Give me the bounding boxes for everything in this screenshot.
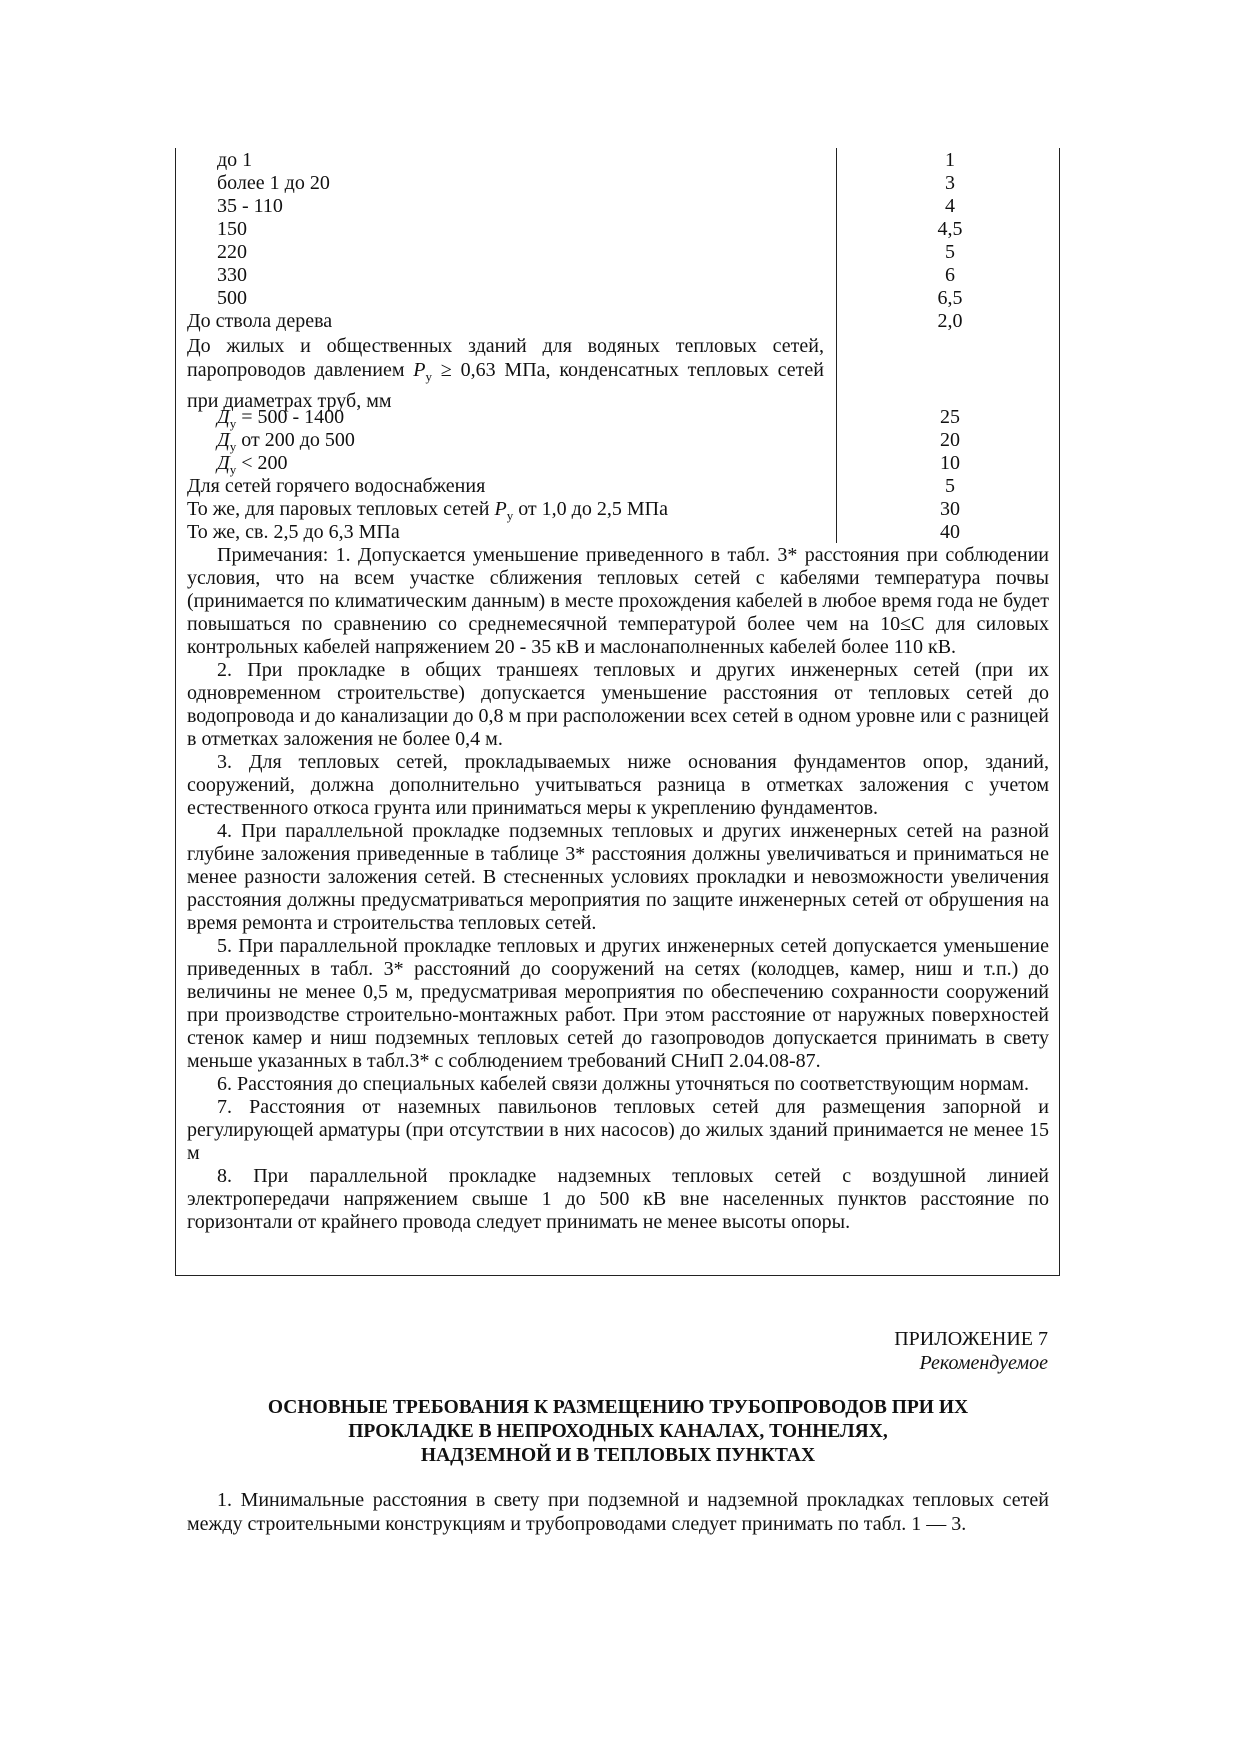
appendix-header	[894, 1327, 1048, 1375]
table-row-value: 4,5	[937, 218, 963, 240]
section-heading	[187, 1396, 1049, 1468]
appendix-label: ПРИЛОЖЕНИЕ 7	[894, 1328, 1048, 1350]
table-row-label: $Д_у < 200$	[217, 452, 288, 477]
heading-line: ОСНОВНЫЕ ТРЕБОВАНИЯ К РАЗМЕЩЕНИЮ ТРУБОПРОВОДОВ ПРИ ИХ	[267, 1397, 969, 1418]
table-row-value: 20	[940, 429, 960, 451]
note-8: 8. При параллельной прокладке надземных тепловых сетей с воздушной линией электропередачи напряжением свыше 1 до 500 кВ вне населенных пунктов расстояние по горизонтали от крайнего провода следует принимать не менее высоты опоры.	[187, 1165, 1049, 1233]
table-row-label: $Д_у = 500 - 1400$	[217, 406, 345, 431]
note-6: 6. Расстояния до специальных кабелей связи должны уточняться по соответствующим нормам.	[217, 1073, 1029, 1095]
table-notes	[187, 544, 1049, 1234]
table-row-label: 500	[217, 287, 247, 309]
table-row-value: 4	[945, 195, 955, 217]
note-2: 2. При прокладке в общих траншеях тепловых и других инженерных сетей (при их одновременном строительстве) допускается уменьшение расстояния от тепловых сетей до водопровода и до канализации до 0,8 м при расположении всех сетей в одном уровне или с разницей в отметках заложения не более 0,4 м.	[187, 659, 1049, 750]
note-7: 7. Расстояния от наземных павильонов тепловых сетей для размещения запорной и регулирующей арматуры (при отсутствии в них насосов) до жилых зданий принимается не менее 15 м	[187, 1096, 1049, 1164]
body-text	[187, 1488, 1049, 1536]
table-row-value: 3	[945, 172, 955, 194]
table-row-label: 220	[217, 241, 247, 263]
table-row-value: 10	[940, 452, 960, 474]
table-row-label: До ствола дерева	[187, 310, 333, 332]
table-row-label: То же, св. 2,5 до 6,3 МПа	[187, 521, 400, 543]
table-row-label: до 1	[217, 149, 253, 171]
table-row-label: 35 - 110	[217, 195, 283, 217]
table-row-label: То же, для паровых тепловых сетей $P_у$ от 1,0 до 2,5 МПа	[187, 498, 668, 523]
table-row-label: более 1 до 20	[217, 172, 330, 194]
table-row-value: 1	[945, 149, 955, 171]
heading-line: НАДЗЕМНОЙ И В ТЕПЛОВЫХ ПУНКТАХ	[420, 1445, 816, 1466]
note-3: 3. Для тепловых сетей, прокладываемых ниже основания фундаментов опор, зданий, сооружений, должна дополнительно учитываться разница в отметках заложения с учетом естественного откоса грунта или приниматься меры к укреплению фундаментов.	[187, 751, 1049, 819]
note-5: 5. При параллельной прокладке тепловых и других инженерных сетей допускается уменьшение приведенных в табл. 3* расстояний до сооружений на сетях (колодцев, камер, ниш и т.п.) до величины не менее 0,5 м, предусматривая мероприятия по обеспечению сохранности сооружений при производстве строительно-монтажных работ. При этом расстояние от наружных поверхностей стенок камер и ниш подземных тепловых сетей до газопроводов допускается принимать в свету меньше указанных в табл.3* с соблюдением требований СНиП 2.04.08-87.	[187, 935, 1049, 1072]
table-row-label: $Д_у$ от 200 до 500	[217, 429, 355, 454]
table-row-value: 6	[945, 264, 955, 286]
table-row-value: 6,5	[937, 287, 963, 309]
appendix-status: Рекомендуемое	[919, 1352, 1048, 1374]
table-row-label: 330	[217, 264, 247, 286]
table-row-label: 150	[217, 218, 247, 240]
table-row-value: 5	[945, 475, 955, 497]
table-row-value: 40	[940, 521, 960, 543]
table-row-value: 30	[940, 498, 960, 520]
note-4: 4. При параллельной прокладке подземных тепловых и других инженерных сетей на разной глубине заложения приведенные в таблице 3* расстояния должны увеличиваться и приниматься не менее разности заложения сетей. В стесненных условиях прокладки и невозможности увеличения расстояния должны предусматриваться мероприятия по защите инженерных сетей от обрушения на время ремонта и строительства тепловых сетей.	[187, 820, 1049, 934]
body-paragraph: 1. Минимальные расстояния в свету при подземной и надземной прокладках тепловых сетей между строительными конструкциям и трубопроводами следует принимать по табл. 1 — 3.	[187, 1489, 1049, 1535]
heading-line: ПРОКЛАДКЕ В НЕПРОХОДНЫХ КАНАЛАХ, ТОННЕЛЯХ,	[348, 1421, 888, 1442]
table-row-label: Для сетей горячего водоснабжения	[187, 475, 486, 497]
table-row-value: 5	[945, 241, 955, 263]
table-row-residential-label: До жилых и общественных зданий для водяных тепловых сетей, паропроводов давлением $P_у \ge 0,63$ МПа, конденсатных тепловых сетей при диаметрах труб, мм	[187, 335, 824, 412]
table-row-value: 25	[940, 406, 960, 428]
note-1: Примечания: 1. Допускается уменьшение приведенного в табл. 3* расстояния при соблюдении условия, что на всем участке сближения тепловых сетей с кабелями температура почвы (принимается по климатическим данным) в месте прохождения кабелей в любое время года не будет повышаться по сравнению со среднемесячной температурой более чем на 10≤С для силовых контрольных кабелей напряжением 20 - 35 кВ и маслонаполненных кабелей более 110 кВ.	[187, 544, 1049, 658]
table-row-value: 2,0	[937, 310, 963, 332]
